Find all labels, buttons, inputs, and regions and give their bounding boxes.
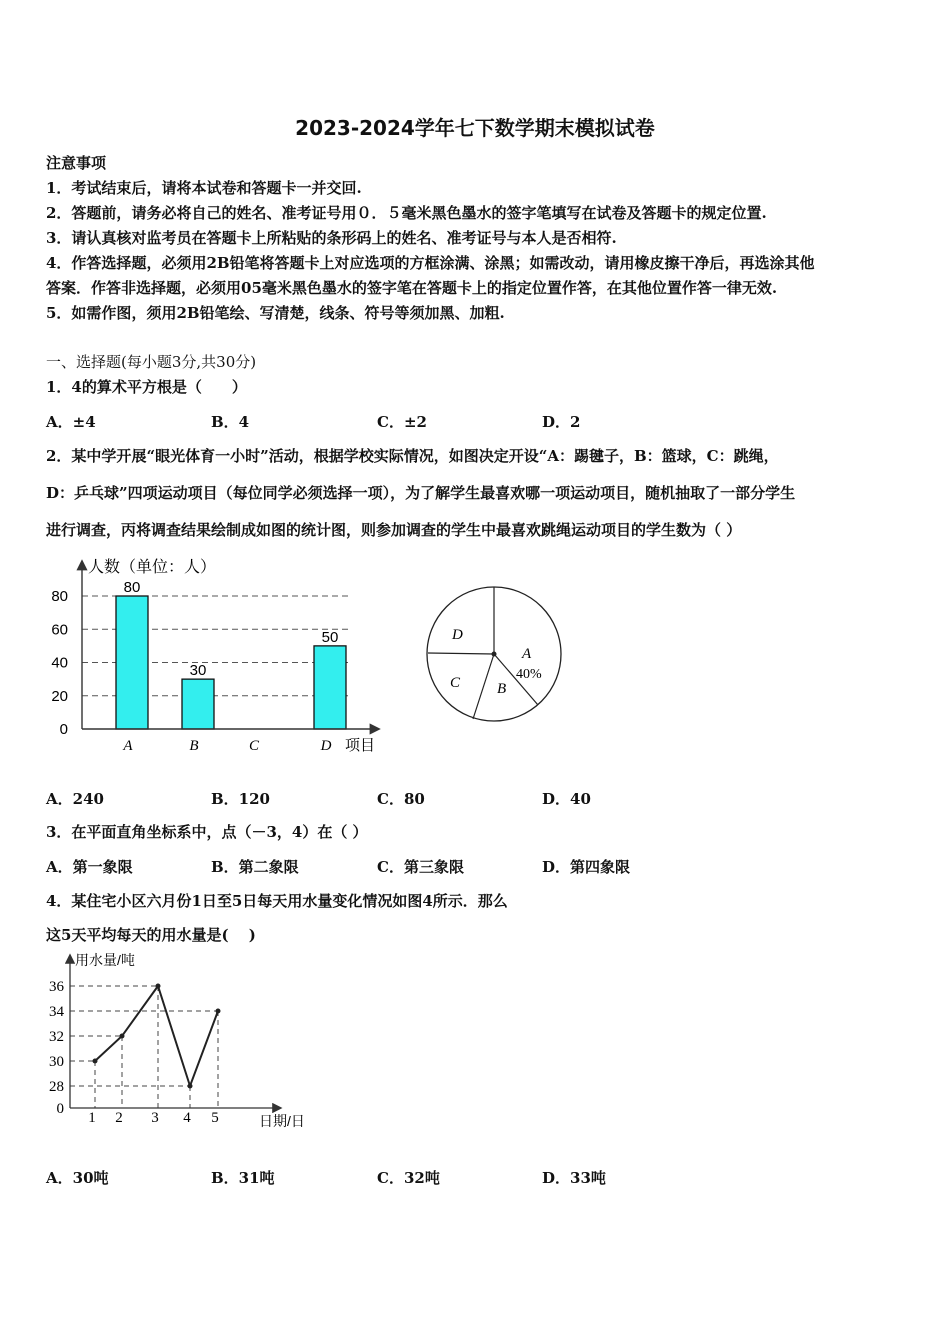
pie-divider: [428, 653, 494, 654]
line-y-tick-label: 0: [56, 1101, 64, 1117]
q3-option-d: D．第四象限: [542, 858, 631, 876]
line-y-tick-label: 30: [49, 1054, 64, 1070]
line-x-tick-label: 1: [88, 1110, 96, 1126]
notice-item: 3．请认真核对监考员在答题卡上所粘贴的条形码上的姓名、准考证号与本人是否相符.: [46, 229, 617, 247]
q3-option-b: B．第二象限: [211, 858, 299, 876]
line-x-axis-label: 日期/日: [259, 1113, 305, 1129]
bar-y-tick-label: 40: [51, 654, 68, 672]
pie-chart: [420, 580, 570, 730]
bar-category-label: A: [123, 738, 133, 754]
line-point: [188, 1084, 193, 1089]
line-point: [156, 984, 161, 989]
pie-center: [492, 652, 497, 657]
notice-item: 1．考试结束后，请将本试卷和答题卡一并交回.: [46, 179, 362, 197]
q4-option-d: D．33吨: [542, 1169, 606, 1187]
pie-slice-label-d: D: [452, 627, 463, 643]
section-heading: 一、选择题(每小题3分,共30分): [46, 353, 257, 371]
q2-option-a: A．240: [46, 790, 104, 808]
q3-option-c: C．第三象限: [377, 858, 464, 876]
bar-data-label: 30: [189, 662, 207, 680]
q1-option-b: B．4: [211, 413, 250, 431]
q1-option-a: A．±4: [46, 413, 96, 431]
line-x-tick-label: 3: [151, 1110, 159, 1126]
bar-chart: [40, 552, 390, 762]
q4-option-a: A．30吨: [46, 1169, 109, 1187]
line-point: [216, 1009, 221, 1014]
q2-option-d: D．40: [542, 790, 591, 808]
bar-y-tick-label: 20: [51, 687, 68, 705]
notice-heading: 注意事项: [46, 154, 107, 172]
line-y-tick-label: 34: [49, 1004, 64, 1020]
notice-item: 2．答题前，请务必将自己的姓名、准考证号用０．５毫米黑色墨水的签字笔填写在试卷及答题卡的规定位置.: [46, 204, 767, 222]
question-2-stem-line: D：乒乓球”四项运动项目（每位同学必须选择一项），为了解学生最喜欢哪一项运动项目，随机抽取了一部分学生: [46, 484, 796, 502]
bar-category-label: D: [320, 738, 332, 754]
bar-B: [182, 679, 214, 729]
q1-option-d: D．2: [542, 413, 581, 431]
question-2-stem-line: 进行调查，丙将调查结果绘制成如图的统计图，则参加调查的学生中最喜欢跳绳运动项目的学生数为（ ）: [46, 521, 742, 539]
q4-option-c: C．32吨: [377, 1169, 440, 1187]
notice-item: 答案．作答非选择题，必须用05毫米黑色墨水的签字笔在答题卡上的指定位置作答，在其他位置作答一律无效.: [46, 279, 778, 297]
bar-y-tick-label: 60: [51, 621, 68, 639]
page-title: 2023-2024学年七下数学期末模拟试卷: [295, 116, 655, 140]
question-4-stem-line: 4．某住宅小区六月份1日至5日每天用水量变化情况如图4所示．那么: [46, 892, 508, 910]
q3-option-a: A．第一象限: [46, 858, 133, 876]
line-y-tick-label: 32: [49, 1029, 64, 1045]
bar-y-axis-label: 人数（单位：人）: [88, 559, 217, 576]
question-1-stem: 1．4的算术平方根是（ ）: [46, 378, 247, 396]
line-x-tick-label: 5: [211, 1110, 219, 1126]
q2-option-b: B．120: [211, 790, 270, 808]
bar-data-label: 80: [123, 579, 141, 596]
line-series: [95, 986, 218, 1086]
line-chart: [40, 950, 330, 1140]
notice-item: 4．作答选择题，必须用2B铅笔将答题卡上对应选项的方框涂满、涂黑；如需改动，请用橡皮擦干净后，再选涂其他: [46, 254, 815, 272]
line-y-tick-label: 28: [49, 1079, 64, 1095]
pie-slice-label-b: B: [497, 681, 507, 697]
q2-option-c: C．80: [377, 790, 425, 808]
pie-slice-label-a: A: [522, 646, 532, 662]
bar-category-label: B: [189, 738, 199, 754]
bar-A: [116, 596, 148, 729]
line-point: [93, 1059, 98, 1064]
line-x-tick-label: 2: [115, 1110, 123, 1126]
pie-slice-percent-a: 40%: [516, 667, 542, 682]
bar-category-label: C: [248, 738, 260, 754]
bar-D: [314, 646, 346, 729]
question-3-stem: 3．在平面直角坐标系中，点（－3，4）在（ ）: [46, 823, 368, 841]
notice-item: 5．如需作图，须用2B铅笔绘、写清楚，线条、符号等须加黑、加粗.: [46, 304, 505, 322]
pie-divider: [473, 654, 494, 719]
q4-option-b: B．31吨: [211, 1169, 275, 1187]
bar-data-label: 50: [321, 628, 339, 646]
line-y-tick-label: 36: [49, 979, 64, 995]
pie-slice-label-c: C: [450, 675, 461, 691]
q1-option-c: C．±2: [377, 413, 427, 431]
bar-y-tick-label: 0: [59, 721, 68, 738]
question-4-stem-line: 这5天平均每天的用水量是( ): [46, 926, 256, 944]
line-y-axis-label: 用水量/吨: [75, 952, 135, 968]
line-x-tick-label: 4: [183, 1110, 191, 1126]
line-point: [120, 1034, 125, 1039]
bar-x-axis-label: 项目: [345, 737, 376, 754]
bar-y-tick-label: 80: [51, 588, 68, 605]
question-2-stem-line: 2．某中学开展“眼光体育一小时”活动，根据学校实际情况，如图决定开设“A：踢毽子，B：篮球，C：跳绳，: [46, 447, 779, 465]
